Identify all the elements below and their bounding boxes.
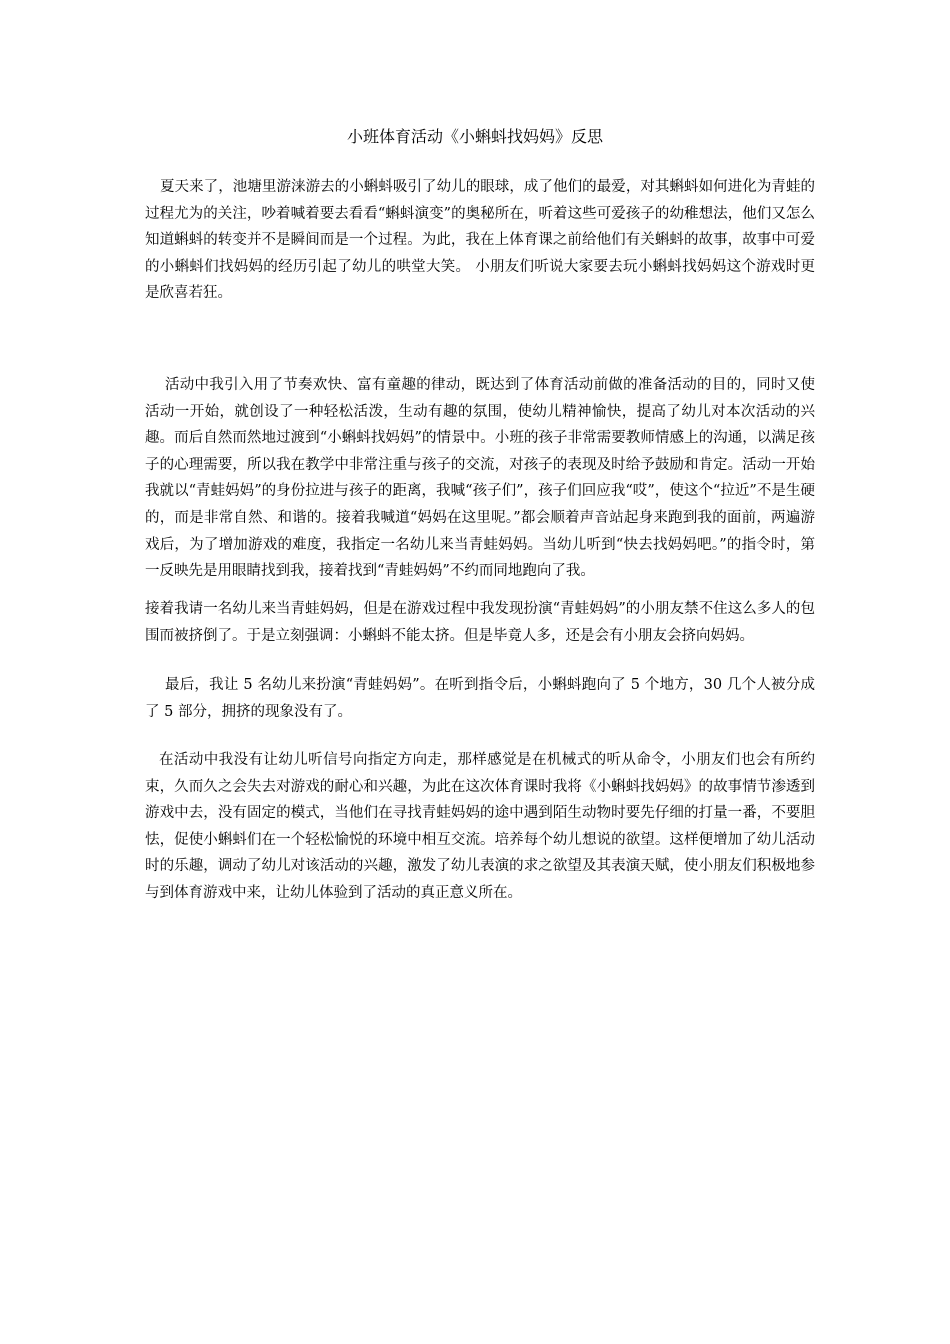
paragraph-reflection: 在活动中我没有让幼儿听信号向指定方向走，那样感觉是在机械式的听从命令，小朋友们也会有所约束，久而久之会失去对游戏的耐心和兴趣，为此在这次体育课时我将《小蝌蚪找妈妈》的故事情节渗透到游戏中去，没有固定的模式，当他们在寻找青蛙妈妈的途中遇到陌生动物时要先仔细的打量一番，不要胆怯，促使小蝌蚪们在一个轻松愉悦的环境中相互交流。培养每个幼儿想说的欲望。这样便增加了幼儿活动时的乐趣，调动了幼儿对该活动的兴趣，激发了幼儿表演的求之欲望及其表演天赋，使小朋友们积极地参与到体育游戏中来，让幼儿体验到了活动的真正意义所在。 <box>145 752 815 901</box>
paragraph-intro: 夏天来了，池塘里游涞游去的小蝌蚪吸引了幼儿的眼球，成了他们的最爱，对其蝌蚪如何进化为青蛙的过程尤为的关注，吵着喊着要去看看“蝌蚪演变”的奥秘所在，听着这些可爱孩子的幼稚想法，他们又怎么知道蝌蚪的转变并不是瞬间而是一个过程。为此，我在上体育课之前给他们有关蝌蚪的故事，故事中可爱的小蝌蚪们找妈妈的经历引起了幼儿的哄堂大笑。 小朋友们听说大家要去玩小蝌蚪找妈妈这个游戏时更是欣喜若狂。 <box>145 179 815 302</box>
paragraph-activity: 活动中我引入用了节奏欢快、富有童趣的律动，既达到了体育活动前做的准备活动的目的，同时又使活动一开始，就创设了一种轻松活泼，生动有趣的氛围，使幼儿精神愉快，提高了幼儿对本次活动的兴趣。而后自然而然地过渡到“小蝌蚪找妈妈”的情景中。小班的孩子非常需要教师情感上的沟通，以满足孩子的心理需要，所以我在教学中非常注重与孩子的交流，对孩子的表现及时给予鼓励和肯定。活动一开始我就以“青蛙妈妈”的身份拉进与孩子的距离，我喊“孩子们”，孩子们回应我“哎”，使这个“拉近”不是生硬的，而是非常自然、和谐的。接着我喊道“妈妈在这里呢。”都会顺着声音站起身来跑到我的面前，两遍游戏后，为了增加游戏的难度，我指定一名幼儿来当青蛙妈妈。当幼儿听到“快去找妈妈吧。”的指令时，第一反映先是用眼睛找到我，接着找到“青蛙妈妈”不约而同地跑向了我。 <box>145 377 815 580</box>
paragraph-single-mother: 接着我请一名幼儿来当青蛙妈妈，但是在游戏过程中我发现扮演“青蛙妈妈”的小朋友禁不住这么多人的包围而被挤倒了。于是立刻强调：小蝌蚪不能太挤。但是毕竟人多，还是会有小朋友会挤向妈妈。 <box>145 601 815 644</box>
paragraph-five-mothers: 最后，我让 5 名幼儿来扮演“青蛙妈妈”。在听到指令后，小蝌蚪跑向了 5 个地方，30 几个人被分成了 5 部分，拥挤的现象没有了。 <box>145 677 815 720</box>
document-title: 小班体育活动《小蝌蚪找妈妈》反思 <box>346 127 603 146</box>
